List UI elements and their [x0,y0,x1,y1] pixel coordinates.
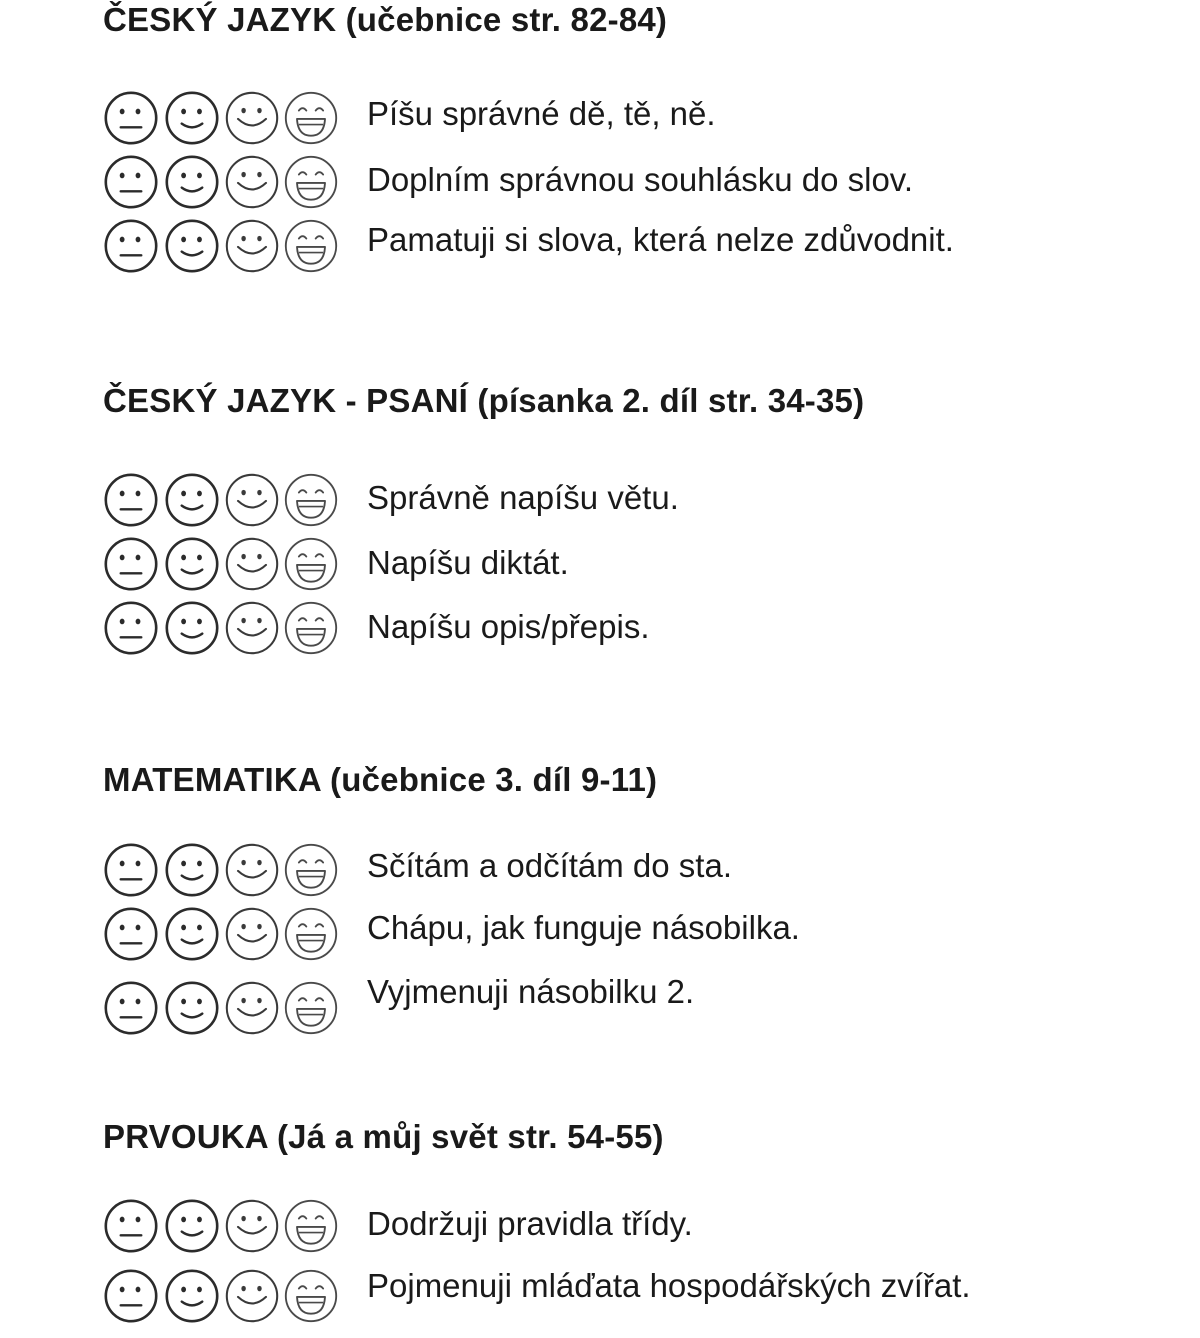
happy-face-icon[interactable] [224,980,280,1036]
self-assessment-row [103,1196,1153,1256]
rating-faces [103,840,343,900]
statement-text: Vyjmenuji násobilku 2. [367,973,695,1010]
self-assessment-row [103,534,1153,594]
grinning-face-icon[interactable] [283,536,339,592]
self-assessment-row [103,216,1153,276]
grinning-face-icon[interactable] [283,600,339,656]
rating-faces [103,1266,343,1326]
rating-faces [103,534,343,594]
grinning-face-icon[interactable] [283,842,339,898]
smiling-face-icon[interactable] [164,90,220,146]
self-assessment-row [103,598,1153,658]
self-assessment-row [103,973,1153,1038]
rating-faces [103,470,343,530]
statement-text: Napíšu diktát. [367,544,569,581]
happy-face-icon[interactable] [224,600,280,656]
grinning-face-icon[interactable] [283,154,339,210]
statement-text: Dodržuji pravidla třídy. [367,1205,693,1242]
rating-faces [103,88,343,148]
rating-faces [103,904,343,964]
statement-text: Chápu, jak funguje násobilka. [367,909,800,946]
smiling-face-icon[interactable] [164,600,220,656]
happy-face-icon[interactable] [224,842,280,898]
neutral-face-icon[interactable] [103,600,159,656]
section-title-matematika: MATEMATIKA (učebnice 3. díl 9-11) [103,761,658,798]
smiling-face-icon[interactable] [164,472,220,528]
neutral-face-icon[interactable] [103,154,159,210]
rating-faces [103,1196,343,1256]
smiling-face-icon[interactable] [164,1198,220,1254]
rating-faces [103,978,343,1038]
self-assessment-row [103,904,1153,964]
statement-text: Doplním správnou souhlásku do slov. [367,161,914,198]
grinning-face-icon[interactable] [283,980,339,1036]
section-title-cesky-jazyk: ČESKÝ JAZYK (učebnice str. 82-84) [103,1,668,38]
statement-text: Pamatuji si slova, která nelze zdůvodnit. [367,221,954,258]
happy-face-icon[interactable] [224,536,280,592]
section-title-psani: ČESKÝ JAZYK - PSANÍ (písanka 2. díl str. 34-35) [103,382,865,419]
happy-face-icon[interactable] [224,472,280,528]
rating-faces [103,216,343,276]
neutral-face-icon[interactable] [103,1268,159,1324]
statement-text: Píšu správné dě, tě, ně. [367,95,716,132]
smiling-face-icon[interactable] [164,218,220,274]
statement-text: Pojmenuji mláďata hospodářských zvířat. [367,1267,971,1304]
grinning-face-icon[interactable] [283,90,339,146]
smiling-face-icon[interactable] [164,1268,220,1324]
grinning-face-icon[interactable] [283,1268,339,1324]
happy-face-icon[interactable] [224,154,280,210]
statement-text: Správně napíšu větu. [367,479,679,516]
neutral-face-icon[interactable] [103,906,159,962]
grinning-face-icon[interactable] [283,472,339,528]
happy-face-icon[interactable] [224,90,280,146]
happy-face-icon[interactable] [224,906,280,962]
happy-face-icon[interactable] [224,1268,280,1324]
grinning-face-icon[interactable] [283,1198,339,1254]
neutral-face-icon[interactable] [103,536,159,592]
neutral-face-icon[interactable] [103,218,159,274]
smiling-face-icon[interactable] [164,980,220,1036]
self-assessment-row [103,152,1153,212]
self-assessment-row [103,840,1153,900]
happy-face-icon[interactable] [224,218,280,274]
self-assessment-row [103,88,1153,148]
rating-faces [103,598,343,658]
self-assessment-row [103,470,1153,530]
section-title-prvouka: PRVOUKA (Já a můj svět str. 54-55) [103,1118,664,1155]
neutral-face-icon[interactable] [103,1198,159,1254]
neutral-face-icon[interactable] [103,90,159,146]
self-assessment-row [103,1266,1153,1326]
grinning-face-icon[interactable] [283,218,339,274]
happy-face-icon[interactable] [224,1198,280,1254]
neutral-face-icon[interactable] [103,980,159,1036]
neutral-face-icon[interactable] [103,472,159,528]
neutral-face-icon[interactable] [103,842,159,898]
grinning-face-icon[interactable] [283,906,339,962]
smiling-face-icon[interactable] [164,536,220,592]
smiling-face-icon[interactable] [164,842,220,898]
smiling-face-icon[interactable] [164,154,220,210]
statement-text: Napíšu opis/přepis. [367,608,650,645]
rating-faces [103,152,343,212]
smiling-face-icon[interactable] [164,906,220,962]
statement-text: Sčítám a odčítám do sta. [367,847,732,884]
